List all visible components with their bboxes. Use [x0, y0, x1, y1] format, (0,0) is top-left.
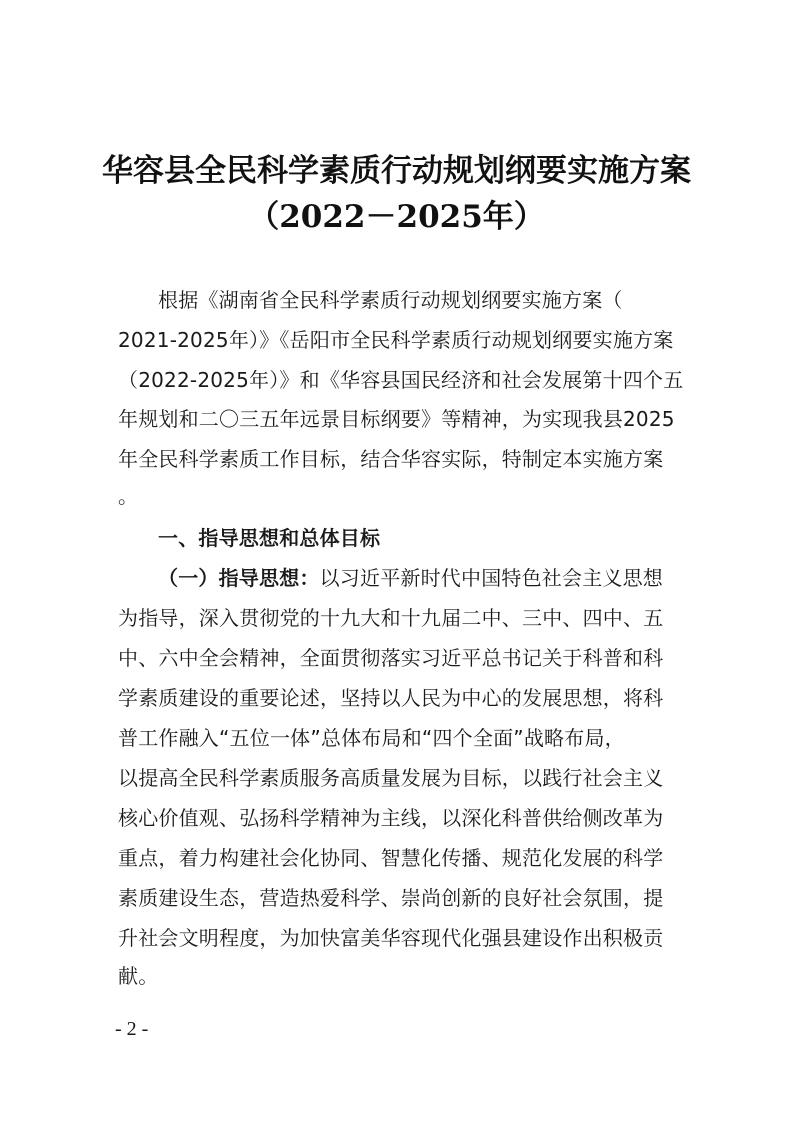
- subsection-1-line: 素质建设生态，营造热爱科学、崇尚创新的良好社会氛围，提: [118, 886, 664, 910]
- subsection-1-line: 献。: [118, 964, 159, 988]
- subsection-1-line: 普工作融入“五位一体”总体布局和“四个全面”战略布局，: [118, 726, 625, 750]
- intro-line: 根据《湖南省全民科学素质行动规划纲要实施方案（: [158, 288, 623, 312]
- subsection-1-line: 为指导，深入贯彻党的十九大和十九届二中、三中、四中、五: [118, 606, 664, 630]
- subsection-1-first-line: [158, 565, 728, 591]
- intro-line: 年规划和二〇三五年远景目标纲要》等精神，为实现我县2025: [118, 407, 675, 431]
- subsection-1-label: （一）指导思想：: [158, 566, 320, 590]
- intro-line: 。: [118, 484, 139, 508]
- page-number: - 2 -: [115, 1018, 149, 1040]
- subsection-1-first-line-text: 以习近平新时代中国特色社会主义思想: [319, 566, 664, 590]
- section-1-heading: 一、指导思想和总体目标: [158, 526, 381, 550]
- subsection-1-line: 核心价值观、弘扬科学精神为主线，以深化科普供给侧改革为: [118, 806, 664, 830]
- subsection-1-line: 中、六中全会精神，全面贯彻落实习近平总书记关于科普和科: [118, 646, 664, 670]
- intro-line: 2021-2025年）》《岳阳市全民科学素质行动规划纲要实施方案: [118, 328, 674, 352]
- subsection-1-line: 升社会文明程度，为加快富美华容现代化强县建设作出积极贡: [118, 926, 664, 950]
- subsection-1-line: 重点，着力构建社会化协同、智慧化传播、规范化发展的科学: [118, 846, 664, 870]
- subsection-1-line: 学素质建设的重要论述，坚持以人民为中心的发展思想，将科: [118, 686, 664, 710]
- intro-line: 年全民科学素质工作目标，结合华容实际，特制定本实施方案: [118, 447, 664, 471]
- document-title-line-1: 华容县全民科学素质行动规划纲要实施方案: [102, 153, 691, 189]
- document-title-line-2: （2022－2025年）: [248, 199, 545, 235]
- intro-line: （2022-2025年）》和《华容县国民经济和社会发展第十四个五: [118, 368, 684, 392]
- subsection-1-line: 以提高全民科学素质服务高质量发展为目标，以践行社会主义: [118, 766, 664, 790]
